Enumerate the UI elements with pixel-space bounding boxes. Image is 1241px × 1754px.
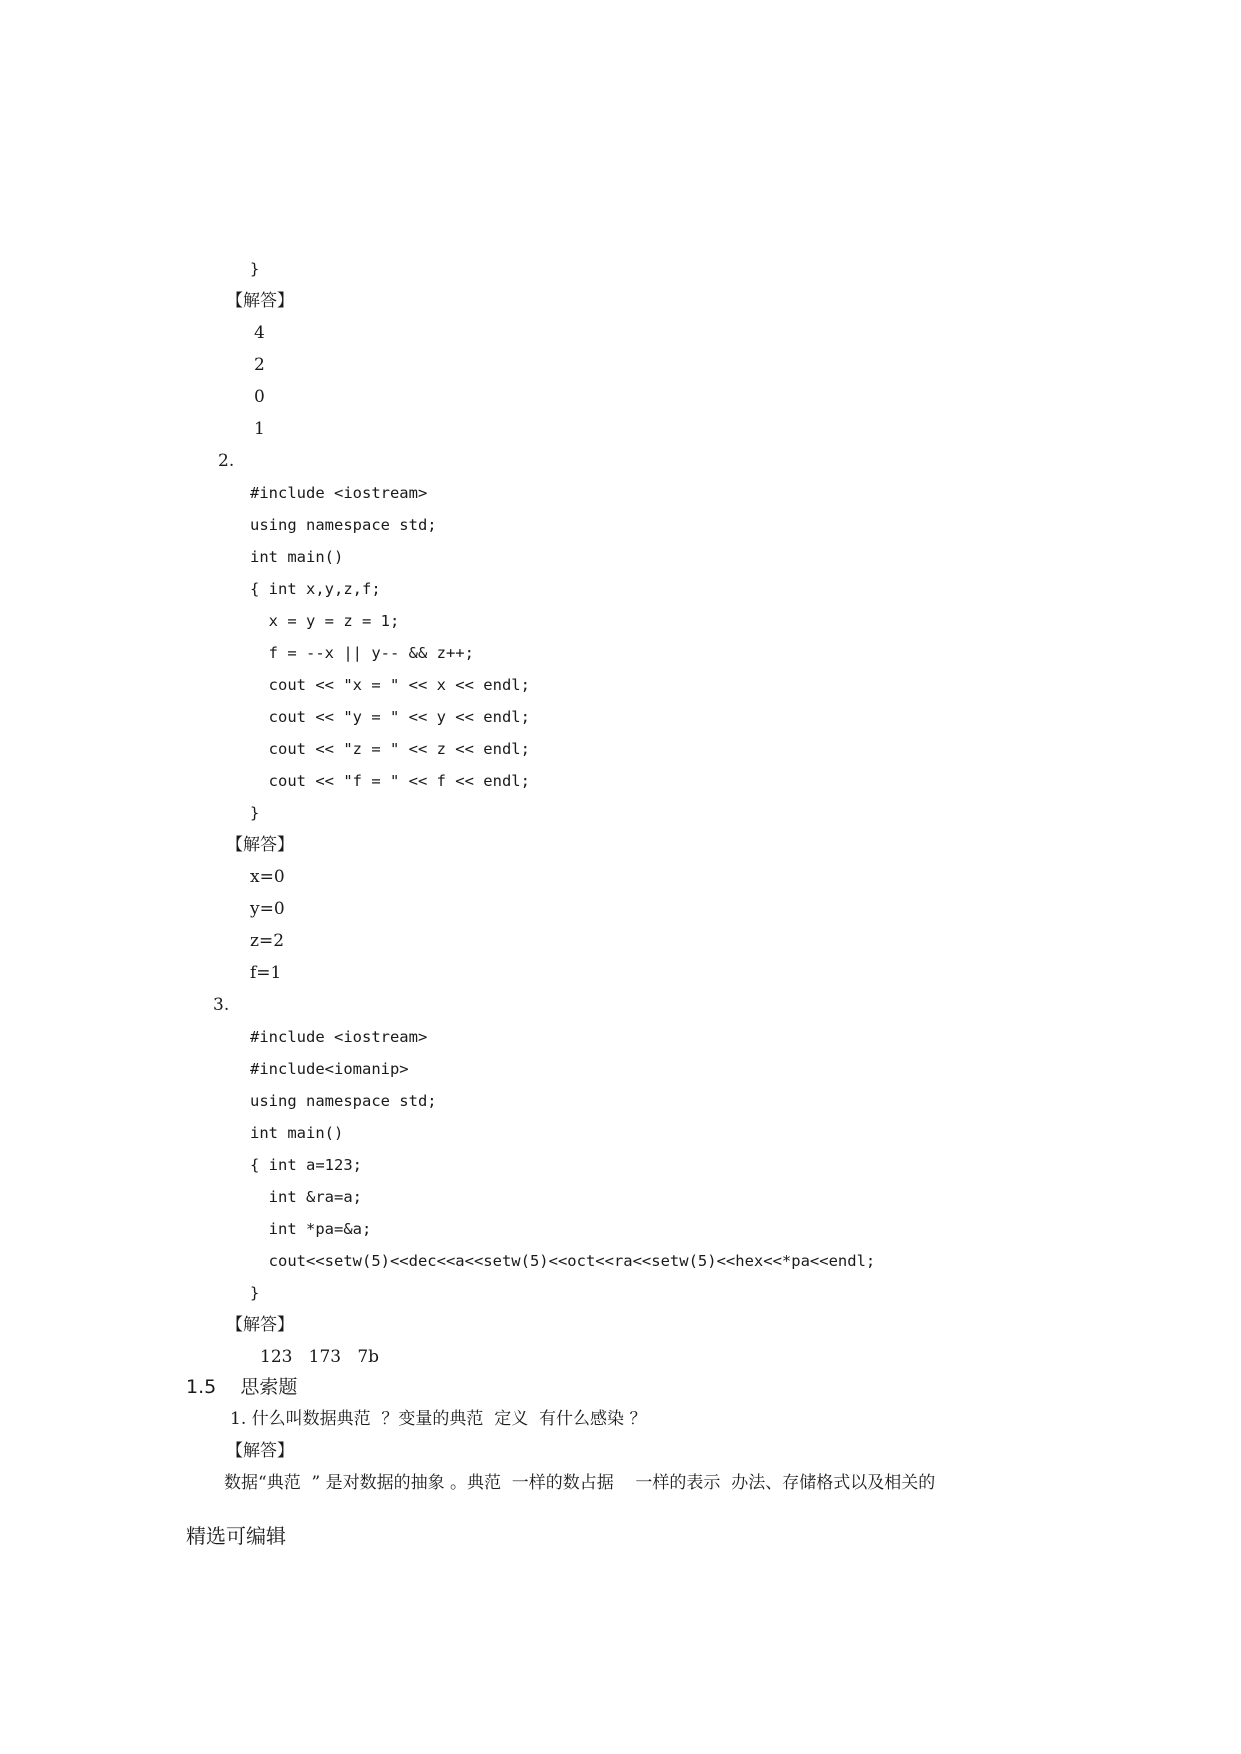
code-line: x = y = z = 1; (250, 612, 400, 630)
answer-label: 【解答】 (226, 835, 294, 855)
code-line: int main() (250, 548, 344, 566)
code-line: { int a=123; (250, 1156, 362, 1174)
code-line: } (250, 804, 260, 822)
answer-line: 0 (254, 387, 265, 407)
answer-line: y=0 (250, 899, 285, 919)
answer-line: 123 173 7b (260, 1347, 380, 1367)
code-line: cout << "y = " << y << endl; (250, 708, 530, 726)
code-line: #include<iomanip> (250, 1060, 409, 1078)
answer-line: f=1 (250, 963, 282, 983)
code-line: using namespace std; (250, 1092, 437, 1110)
answer-label: 【解答】 (226, 291, 294, 311)
question-text: 1. 什么叫数据典范 ？变量的典范 定义 有什么感染 ？ (230, 1409, 647, 1429)
code-line: cout<<setw(5)<<dec<<a<<setw(5)<<oct<<ra<<setw(5)<<hex<<*pa<<endl; (250, 1252, 876, 1270)
answer-line: 2 (254, 355, 265, 375)
code-line: cout << "z = " << z << endl; (250, 740, 530, 758)
section-heading: 1.5 思索题 (186, 1376, 298, 1398)
code-line: cout << "x = " << x << endl; (250, 676, 530, 694)
code-line: } (250, 260, 260, 278)
code-line: using namespace std; (250, 516, 437, 534)
code-line: { int x,y,z,f; (250, 580, 381, 598)
code-line: #include <iostream> (250, 484, 428, 502)
code-line: f = --x || y-- && z++; (250, 644, 474, 662)
code-line: int *pa=&a; (250, 1220, 372, 1238)
answer-line: 1 (254, 419, 265, 439)
answer-label: 【解答】 (226, 1315, 294, 1335)
footer-text: 精选可编辑 (186, 1524, 286, 1548)
answer-line: 4 (254, 323, 265, 343)
answer-label: 【解答】 (226, 1441, 294, 1461)
answer-paragraph: 数据“典范 ” 是对数据的抽象 。典范 一样的数占据 一样的表示 办法、存储格式以及相关的 (224, 1473, 936, 1493)
code-line: #include <iostream> (250, 1028, 428, 1046)
problem-number: 2. (218, 451, 235, 471)
answer-line: z=2 (250, 931, 285, 951)
problem-number: 3. (213, 995, 230, 1015)
code-line: } (250, 1284, 260, 1302)
code-line: int main() (250, 1124, 344, 1142)
answer-line: x=0 (250, 867, 285, 887)
code-line: int &ra=a; (250, 1188, 362, 1206)
code-line: cout << "f = " << f << endl; (250, 772, 530, 790)
